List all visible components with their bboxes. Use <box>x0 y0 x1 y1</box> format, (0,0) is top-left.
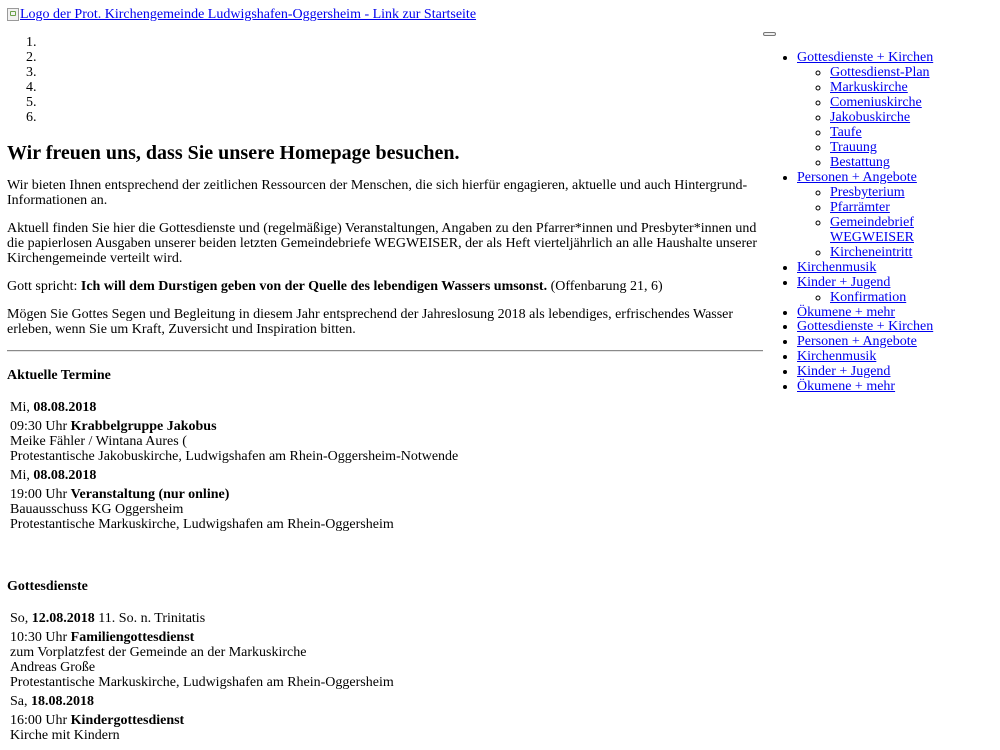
nav-link-kirchenmusik-secondary[interactable]: Kirchenmusik <box>797 349 877 364</box>
event-description: Kirche mit Kindern <box>10 728 120 743</box>
event-date-cell <box>9 693 395 710</box>
subnav-item <box>830 140 1000 155</box>
subnav-item <box>830 95 1000 110</box>
quote-reference: (Offenbarung 21, 6) <box>547 279 663 294</box>
event-detail-cell <box>9 629 395 691</box>
nav-link-kinder[interactable]: Kinder + Jugend <box>797 275 891 290</box>
subnav-item <box>830 245 1000 260</box>
event-detail-cell <box>9 486 459 533</box>
nav-link-oekumene[interactable]: Ökumene + mehr <box>797 305 896 320</box>
event-date-cell <box>9 610 395 627</box>
event-location: Protestantische Markuskirche, Ludwigshafen am Rhein-Oggersheim <box>10 517 394 532</box>
quote-paragraph <box>7 279 763 294</box>
slider-list <box>0 35 40 125</box>
main-content <box>7 142 763 746</box>
table-row <box>9 610 395 627</box>
event-title: Krabbelgruppe Jakobus <box>70 419 217 434</box>
termine-heading: Aktuelle Termine <box>7 368 111 383</box>
quote-text: Ich will dem Durstigen geben von der Quelle des lebendigen Wassers umsonst. <box>80 279 548 294</box>
subnav-personen <box>797 185 1000 260</box>
nav-link-gottesdienst-plan[interactable]: Gottesdienst-Plan <box>830 65 930 80</box>
main-navigation <box>757 50 1000 320</box>
event-weekday: Sa, <box>10 694 31 709</box>
nav-link-presbyterium[interactable]: Presbyterium <box>830 185 905 200</box>
nav-link-gemeindebrief[interactable]: Gemeindebrief WEGWEISER <box>830 215 914 245</box>
event-organizer: Bauausschuss KG Oggersheim <box>10 502 184 517</box>
nav-item-kinder <box>797 275 1000 305</box>
nav-link-bestattung[interactable]: Bestattung <box>830 155 890 170</box>
event-date: 08.08.2018 <box>33 400 97 415</box>
event-time: 09:30 Uhr <box>10 419 71 434</box>
blessing-paragraph: Mögen Sie Gottes Segen und Begleitung in diesem Jahr entsprechend der Jahreslosung 2018 als lebendiges, erfrischendes Wasser erleben, wenn Sie um Kraft, Zuversicht und Inspiration bitten. <box>7 307 734 337</box>
event-time: 10:30 Uhr <box>10 630 71 645</box>
spacer <box>7 535 763 579</box>
subnav-gottesdienste <box>797 65 1000 170</box>
logo-alt-text: Logo der Prot. Kirchengemeinde Ludwigshafen-Oggersheim - Link zur Startseite <box>20 7 477 22</box>
page-title: Wir freuen uns, dass Sie unsere Homepage besuchen. <box>7 142 460 164</box>
nav-item <box>797 379 933 394</box>
event-organizer: Andreas Große <box>10 660 96 675</box>
intro-paragraph: Aktuell finden Sie hier die Gottesdienste und (regelmäßige) Veranstaltungen, Angaben zu den Pfarrer*innen und Presbyter*innen und die papierlosen Ausgaben unserer beiden letzten Gemeindebriefe WEGWEISER, der als Heft vierteljährlich an alle Haushalte unserer Kirchengemeinde verteilt wird. <box>7 221 757 266</box>
event-description: zum Vorplatzfest der Gemeinde an der Markuskirche <box>10 645 307 660</box>
event-sunday-name: 11. So. n. Trinitatis <box>94 611 206 626</box>
secondary-navigation <box>757 319 933 394</box>
subnav-kinder <box>797 290 1000 305</box>
broken-image-icon <box>7 8 19 21</box>
subnav-item <box>830 185 1000 200</box>
event-date: 12.08.2018 <box>31 611 95 626</box>
termine-table <box>7 397 461 535</box>
event-time: 19:00 Uhr <box>10 487 71 502</box>
subnav-item <box>830 65 1000 80</box>
nav-item-kirchenmusik <box>797 260 1000 275</box>
table-row <box>9 693 395 710</box>
nav-link-kirchenmusik[interactable]: Kirchenmusik <box>797 260 877 275</box>
nav-item-oekumene <box>797 305 1000 320</box>
event-detail-cell <box>9 418 459 465</box>
event-time: 16:00 Uhr <box>10 713 71 728</box>
nav-link-kinder-secondary[interactable]: Kinder + Jugend <box>797 364 891 379</box>
nav-link-personen-secondary[interactable]: Personen + Angebote <box>797 334 917 349</box>
gottesdienste-heading: Gottesdienste <box>7 579 88 594</box>
nav-link-comeniuskirche[interactable]: Comeniuskirche <box>830 95 922 110</box>
event-weekday: So, <box>10 611 32 626</box>
event-date-cell <box>9 399 459 416</box>
nav-item <box>797 349 933 364</box>
event-location: Protestantische Jakobuskirche, Ludwigshafen am Rhein-Oggersheim-Notwende <box>10 449 459 464</box>
subnav-item <box>830 200 1000 215</box>
subnav-item <box>830 80 1000 95</box>
subnav-item <box>830 125 1000 140</box>
table-row <box>9 712 395 744</box>
menu-toggle-button[interactable] <box>763 32 776 36</box>
event-title: Kindergottesdienst <box>70 713 185 728</box>
nav-item <box>797 319 933 334</box>
event-date-cell <box>9 467 459 484</box>
divider <box>7 350 763 352</box>
nav-item-gottesdienste <box>797 50 1000 170</box>
subnav-item <box>830 110 1000 125</box>
nav-item <box>797 334 933 349</box>
event-weekday: Mi, <box>10 468 34 483</box>
event-date: 18.08.2018 <box>31 694 94 709</box>
nav-link-personen[interactable]: Personen + Angebote <box>797 170 917 185</box>
nav-link-jakobuskirche[interactable]: Jakobuskirche <box>830 110 911 125</box>
subnav-item <box>830 290 1000 305</box>
event-date: 08.08.2018 <box>33 468 97 483</box>
table-row <box>9 418 459 465</box>
subnav-item <box>830 215 1000 245</box>
table-row <box>9 467 459 484</box>
nav-item-personen <box>797 170 1000 260</box>
nav-link-trauung[interactable]: Trauung <box>830 140 877 155</box>
logo-home-link[interactable] <box>7 7 476 22</box>
event-weekday: Mi, <box>10 400 34 415</box>
event-organizer: Meike Fähler / Wintana Aures ( <box>10 434 187 449</box>
event-location: Protestantische Markuskirche, Ludwigshafen am Rhein-Oggersheim <box>10 675 394 690</box>
nav-link-oekumene-secondary[interactable]: Ökumene + mehr <box>797 379 896 394</box>
nav-link-markuskirche[interactable]: Markuskirche <box>830 80 908 95</box>
subnav-item <box>830 155 1000 170</box>
table-row <box>9 486 459 533</box>
nav-link-gottesdienste-secondary[interactable]: Gottesdienste + Kirchen <box>797 319 934 334</box>
nav-link-taufe[interactable]: Taufe <box>830 125 862 140</box>
table-row <box>9 399 459 416</box>
nav-link-konfirmation[interactable]: Konfirmation <box>830 290 907 305</box>
table-row <box>9 629 395 691</box>
gottesdienste-table <box>7 608 397 746</box>
intro-paragraph: Wir bieten Ihnen entsprechend der zeitlichen Ressourcen der Menschen, die sich hierfür engagieren, aktuelle und auch Hintergrund-Informationen an. <box>7 178 748 208</box>
event-detail-cell <box>9 712 395 744</box>
nav-link-kircheneintritt[interactable]: Kircheneintritt <box>830 245 913 260</box>
nav-link-pfarraemter[interactable]: Pfarrämter <box>830 200 890 215</box>
nav-item <box>797 364 933 379</box>
quote-prefix: Gott spricht: <box>7 279 81 294</box>
event-title: Veranstaltung (nur online) <box>70 487 230 502</box>
event-title: Familiengottesdienst <box>70 630 195 645</box>
nav-link-gottesdienste[interactable]: Gottesdienste + Kirchen <box>797 50 934 65</box>
